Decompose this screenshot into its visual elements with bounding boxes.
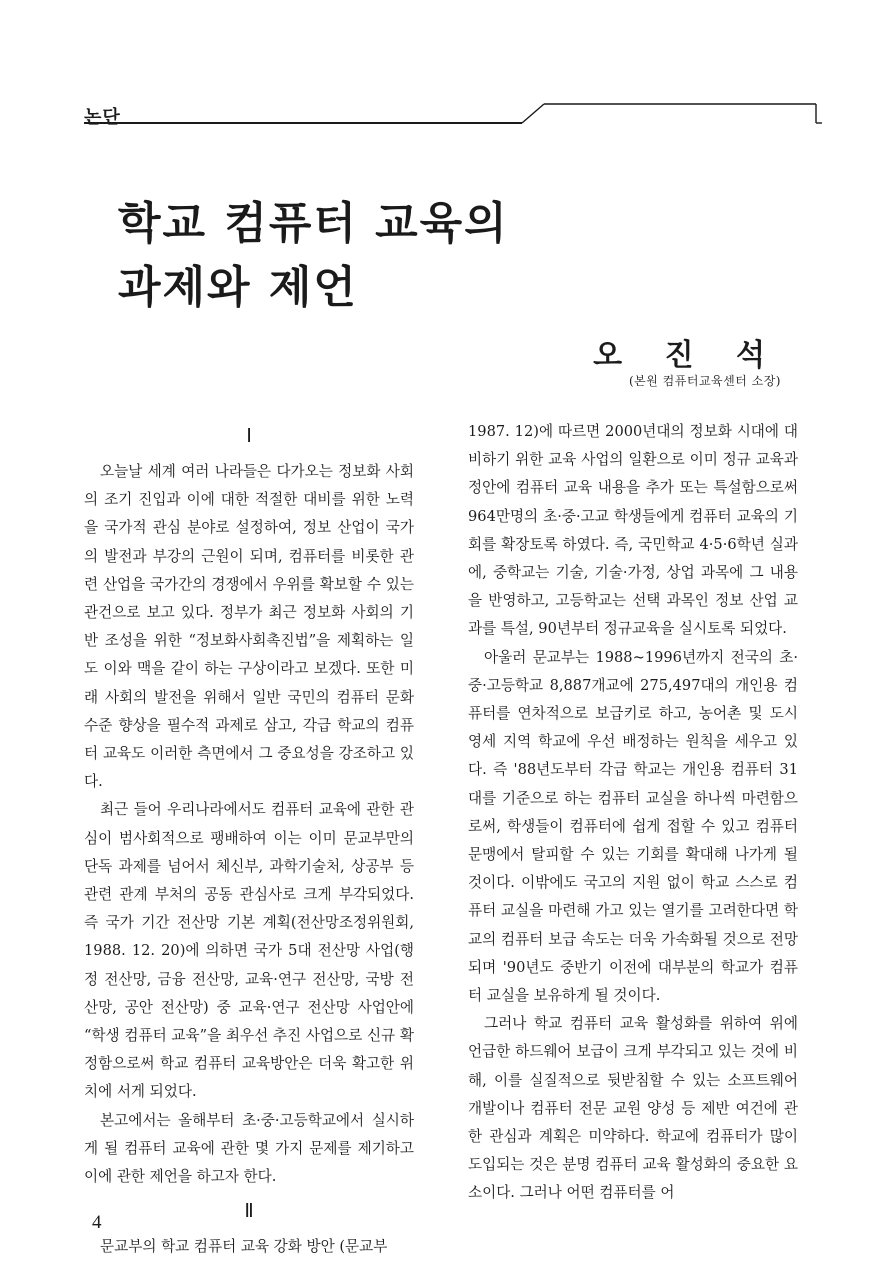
- body-paragraph: 오늘날 세계 여러 나라들은 다가오는 정보화 사회의 조기 진입과 이에 대한 적절한 대비를 위한 노력을 국가적 관심 분야로 설정하여, 정보 산업이 국가의 발전과 부강의 근원이 되며, 컴퓨터를 비롯한 관련 산업을 국가간의 경쟁에서 우위를 확보할 수 있는 관건으로 보고 있다. 정부가 최근 정보화 사회의 기반 조성을 위한 “정보화사회촉진법”을 제획하는 일도 이와 맥을 같이 하는 구상이라고 보겠다. 또한 미래 사회의 발전을 위해서 일반 국민의 컴퓨터 문화 수준 향상을 필수적 과제로 삼고, 각급 학교의 컴퓨터 교육도 이러한 측면에서 그 중요성을 강조하고 있다.: [84, 463, 414, 791]
- author-affiliation: (본원 컴퓨터교육센터 소장): [628, 374, 781, 388]
- left-column: [84, 422, 414, 1261]
- body-paragraph: 본고에서는 올해부터 초·중·고등학교에서 실시하게 될 컴퓨터 교육에 관한 몇 가지 문제를 제기하고 이에 관한 제언을 하고자 한다.: [84, 1111, 414, 1186]
- body-paragraph: 아울러 문교부는 1988~1996년까지 전국의 초·중·고등학교 8,887개교에 275,497대의 개인용 컴퓨터를 연차적으로 보급키로 하고, 농어촌 및 도시 영세 지역 학교에 우선 배정하는 원칙을 세우고 있다. 즉 '88년도부터 각급 학교는 개인용 컴퓨터 31대를 기준으로 하는 컴퓨터 교실을 하나씩 마련함으로써, 학생들이 컴퓨터에 쉽게 접할 수 있고 컴퓨터 문맹에서 탈피할 수 있는 기회를 확대해 나가게 될 것이다. 이밖에도 국고의 지원 없이 학교 스스로 컴퓨터 교실을 마련해 가고 있는 열기를 고려한다면 학교의 컴퓨터 보급 속도는 더욱 가속화될 것으로 전망되며 '90년도 중반기 이전에 대부분의 학교가 컴퓨터 교실을 보유하게 될 것이다.: [468, 648, 798, 1005]
- header-rule: [84, 100, 824, 128]
- title-line-2: 과제와 제언: [118, 262, 358, 313]
- page-number: 4: [92, 1212, 102, 1233]
- section-numeral-2: Ⅱ: [244, 1201, 254, 1223]
- body-paragraph: 최근 들어 우리나라에서도 컴퓨터 교육에 관한 관심이 범사회적으로 팽배하여 이는 이미 문교부만의 단독 과제를 넘어서 체신부, 과학기술처, 상공부 등 관련 관계 부처의 공동 관심사로 크게 부각되었다. 즉 국가 기간 전산망 기본 계획(전산망조정위원회, 1988. 12. 20)에 의하면 국가 5대 전산망 사업(행정 전산망, 금융 전산망, 교육·연구 전산망, 국방 전산망, 공안 전산망) 중 교육·연구 전산망 사업안에 “학생 컴퓨터 교육”을 최우선 추진 사업으로 신규 확정함으로써 학교 컴퓨터 교육방안은 더욱 확고한 위치에 서게 되었다.: [84, 801, 414, 1101]
- author-name: 오 진 석: [593, 338, 781, 373]
- section-tag: 논단: [84, 107, 121, 128]
- section-numeral-1: Ⅰ: [246, 426, 252, 447]
- body-paragraph: 그러나 학교 컴퓨터 교육 활성화를 위하여 위에 언급한 하드웨어 보급이 크게 부각되고 있는 것에 비해, 이를 실질적으로 뒷받침할 수 있는 소프트웨어 개발이나 컴퓨터 전문 교원 양성 등 제반 여건에 관한 관심과 계획은 미약하다. 학교에 컴퓨터가 많이 도입되는 것은 분명 컴퓨터 교육 활성화의 중요한 요소이다. 그러나 어떤 컴퓨터를 어: [468, 1015, 798, 1202]
- article-title: [118, 192, 509, 320]
- right-column: [468, 418, 798, 1208]
- body-paragraph: 1987. 12)에 따르면 2000년대의 정보화 시대에 대비하기 위한 교육 사업의 일환으로 이미 정규 교육과정안에 컴퓨터 교육 내용을 추가 또는 특설함으로써 964만명의 초·중·고교 학생들에게 컴퓨터 교육의 기회를 확장토록 하였다. 즉, 국민학교 4·5·6학년 실과에, 중학교는 기술, 기술·가정, 상업 과목에 그 내용을 반영하고, 고등학교는 선택 과목인 정보 산업 교과를 특설, 90년부터 정규교육을 실시토록 되었다.: [468, 423, 798, 638]
- title-line-1: 학교 컴퓨터 교육의: [118, 198, 509, 249]
- body-paragraph: 문교부의 학교 컴퓨터 교육 강화 방안 (문교부: [100, 1238, 388, 1256]
